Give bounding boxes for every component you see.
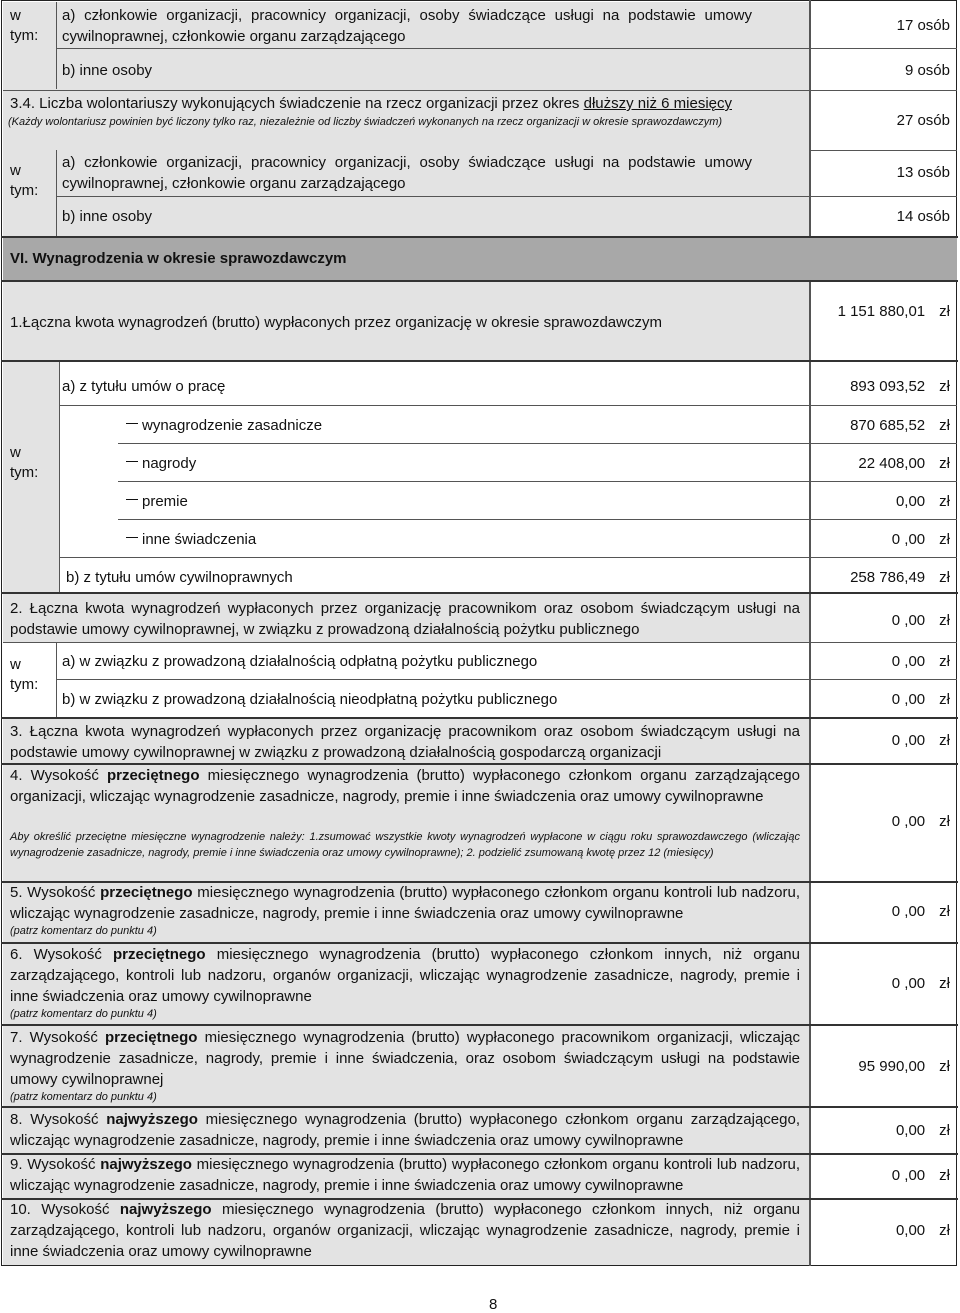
q2-a-value: 0 ,00 zł — [891, 653, 950, 670]
s34-w-tym-label: w tym: — [10, 162, 39, 199]
q2-b-label: b) w związku z prowadzoną działalnością nieodpłatną pożytku publicznego — [62, 691, 558, 708]
q1-b-label: b) z tytułu umów cywilnoprawnych — [66, 569, 293, 586]
q5-label: 5. Wysokość przeciętnego miesięcznego wynagrodzenia (brutto) wypłaconego członkom organu kontroli lub nadzoru, wliczając wynagrodzenie zasadnicze, nagrody, premie i inne świadczenia oraz umowy cywilnoprawne — [10, 884, 800, 922]
top-row-b-value: 9 osób — [904, 62, 950, 79]
s34-row-a-value: 13 osób — [896, 164, 950, 181]
q4-label: 4. Wysokość przeciętnego miesięcznego wynagrodzenia (brutto) wypłaconego członkom organu zarządzającego organizacji, wliczając wynagrodzenie zasadnicze, nagrody, premie i inne świadczenia oraz umowy cywilnoprawne — [10, 767, 800, 805]
q2-w-tym-label: w tym: — [10, 656, 39, 693]
top-row-a-label: a) członkowie organizacji, pracownicy organizacji, osoby świadczące usługi na podstawie umowy cywilnoprawnej, członkowie organu zarządzającego — [62, 7, 752, 45]
q5-note: (patrz komentarz do punktu 4) — [10, 925, 157, 937]
q7-value: 95 990,00 zł — [858, 1058, 950, 1075]
q4-value: 0 ,00 zł — [891, 813, 950, 830]
w-tym-label: w tym: — [10, 7, 39, 44]
s34-title: 3.4. Liczba wolontariuszy wykonujących świadczenie na rzecz organizacji przez okres dłuższy niż 6 miesięcy — [10, 95, 732, 112]
q2-b-value: 0 ,00 zł — [891, 691, 950, 708]
top-row-b-label: b) inne osoby — [62, 62, 153, 79]
q10-label: 10. Wysokość najwyższego miesięcznego wynagrodzenia (brutto) wypłaconego członkom innych, niż organu zarządzającego, kontroli lub nadzoru, organów organizacji, wliczając wynagrodzenie zasadnicze, nagrody, premie i inne świadczenia oraz umowy cywilnoprawne — [10, 1201, 800, 1260]
q1-item-2-value: 0,00 zł — [895, 493, 950, 510]
q1-item-2-label: premie — [126, 492, 188, 512]
q1-a-value: 893 093,52 zł — [850, 378, 950, 395]
q1-b-value: 258 786,49 zł — [850, 569, 950, 586]
s34-row-a-label: a) członkowie organizacji, pracownicy organizacji, osoby świadczące usługi na podstawie umowy cywilnoprawnej, członkowie organu zarządzającego — [62, 154, 752, 192]
q6-label: 6. Wysokość przeciętnego miesięcznego wynagrodzenia (brutto) wypłaconego członkom innych, niż organu zarządzającego, kontroli lub nadzoru, organów organizacji, wliczając wynagrodzenie zasadnicze, nagrody, premie i inne świadczenia oraz umowy cywilnoprawne — [10, 946, 800, 1005]
q6-note: (patrz komentarz do punktu 4) — [10, 1008, 157, 1020]
q6-value: 0 ,00 zł — [891, 975, 950, 992]
q1-item-3-label: inne świadczenia — [126, 530, 256, 550]
q7-note: (patrz komentarz do punktu 4) — [10, 1091, 157, 1103]
q7-label: 7. Wysokość przeciętnego miesięcznego wynagrodzenia (brutto) wypłaconego pracownikom organizacji, wliczając wynagrodzenie zasadnicze, nagrody, premie i inne świadczenia, oraz osobom świadczącym usługi na podstawie umowy cywilnoprawnej — [10, 1029, 800, 1088]
section-vi-title: VI. Wynagrodzenia w okresie sprawozdawczym — [10, 250, 347, 267]
q1-item-1-label: nagrody — [126, 454, 196, 474]
q9-label: 9. Wysokość najwyższego miesięcznego wynagrodzenia (brutto) wypłaconego członkom organu kontroli lub nadzoru, wliczając wynagrodzenie zasadnicze, nagrody, premie i inne świadczenia oraz umowy cywilnoprawne — [10, 1156, 800, 1194]
q1-item-1-value: 22 408,00 zł — [858, 455, 950, 472]
q1-item-0-label: wynagrodzenie zasadnicze — [126, 416, 322, 436]
q10-value: 0,00 zł — [895, 1222, 950, 1239]
top-row-a-value: 17 osób — [896, 17, 950, 34]
s34-row-b-value: 14 osób — [896, 208, 950, 225]
q1-label: 1.Łączna kwota wynagrodzeń (brutto) wypłaconych przez organizację w okresie sprawozdawczym — [10, 314, 662, 331]
q2-a-label: a) w związku z prowadzoną działalnością odpłatną pożytku publicznego — [62, 653, 538, 670]
q1-value: 1 151 880,01 zł — [837, 303, 950, 320]
q2-value: 0 ,00 zł — [891, 612, 950, 629]
q1-item-3-value: 0 ,00 zł — [891, 531, 950, 548]
page-number: 8 — [489, 1296, 498, 1313]
q1-item-0-value: 870 685,52 zł — [850, 417, 950, 434]
q1-w-tym-label: w tym: — [10, 444, 39, 481]
q8-label: 8. Wysokość najwyższego miesięcznego wynagrodzenia (brutto) wypłaconego członkom organu zarządzającego, wliczając wynagrodzenie zasadnicze, nagrody, premie i inne świadczenia oraz umowy cywilnoprawne — [10, 1111, 800, 1149]
s34-row-b-label: b) inne osoby — [62, 208, 153, 225]
q5-value: 0 ,00 zł — [891, 903, 950, 920]
s34-total-value: 27 osób — [896, 112, 950, 129]
q8-value: 0,00 zł — [895, 1122, 950, 1139]
q1-a-label: a) z tytułu umów o pracę — [62, 378, 226, 395]
q2-label: 2. Łączna kwota wynagrodzeń wypłaconych przez organizację pracownikom oraz osobom świadczącym usługi na podstawie umowy cywilnoprawnej, w związku z prowadzoną działalnością pożytku publicznego — [10, 600, 800, 638]
q9-value: 0 ,00 zł — [891, 1167, 950, 1184]
s34-note: (Każdy wolontariusz powinien być liczony tylko raz, niezależnie od liczby świadczeń wykonanych na rzecz organizacji w okresie sprawozdawczym) — [8, 116, 723, 128]
q3-value: 0 ,00 zł — [891, 732, 950, 749]
q3-label: 3. Łączna kwota wynagrodzeń wypłaconych przez organizację pracownikom oraz osobom świadczącym usługi na podstawie umowy cywilnoprawnej w związku z prowadzoną działalnością gospodarczą organizacji — [10, 723, 800, 761]
q4-note: Aby określić przeciętne miesięczne wynagrodzenie należy: 1.zsumować wszystkie kwoty wynagrodzeń wypłacone w ciągu roku sprawozdawczego (wliczając wynagrodzenie zasadnicze, nagrody, premie i inne świadczenia oraz umowy cywilnoprawne); 2. podzielić zsumowaną kwotę przez 12 (miesięcy) — [10, 831, 800, 859]
